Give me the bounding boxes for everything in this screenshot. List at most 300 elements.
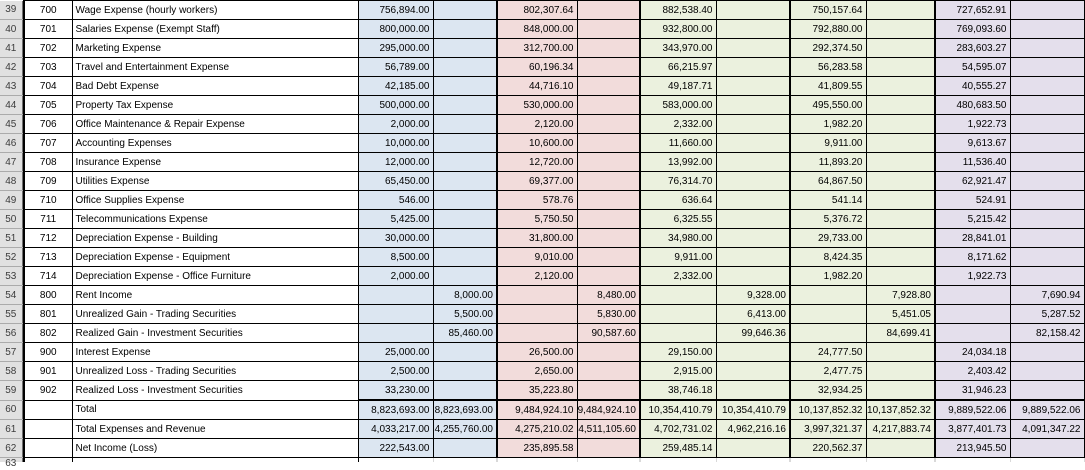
cell-purple-debit[interactable]: 3,877,401.73 (935, 420, 1010, 439)
cell-green-b-credit[interactable] (866, 134, 935, 153)
cell-green-b-debit[interactable]: 32,934.25 (790, 381, 866, 401)
cell-purple-credit[interactable] (1010, 20, 1084, 39)
cell-green-b-debit[interactable]: 11,893.20 (790, 153, 866, 172)
account-label-cell[interactable]: Rent Income (72, 286, 358, 305)
cell-green-a-debit[interactable]: 932,800.00 (640, 20, 716, 39)
cell-purple-credit[interactable] (1010, 96, 1084, 115)
cell-green-a-credit[interactable] (716, 1, 790, 20)
cell-pink-debit[interactable]: 44,716.10 (497, 77, 577, 96)
account-label-cell[interactable]: Realized Loss - Investment Securities (72, 381, 358, 401)
cell-purple-debit[interactable]: 213,945.50 (935, 439, 1010, 458)
cell-blue-credit[interactable] (433, 343, 497, 362)
cell-pink-debit[interactable]: 2,120.00 (497, 115, 577, 134)
cell-green-a-credit[interactable] (716, 20, 790, 39)
account-code-cell[interactable]: 900 (24, 343, 72, 362)
cell-green-b-credit[interactable] (866, 96, 935, 115)
cell-purple-credit[interactable] (1010, 229, 1084, 248)
cell-purple-credit[interactable] (1010, 267, 1084, 286)
cell-green-b-credit[interactable] (866, 115, 935, 134)
row-header[interactable]: 54 (0, 286, 22, 305)
account-code-cell[interactable]: 702 (24, 39, 72, 58)
cell-pink-credit[interactable] (577, 210, 640, 229)
cell-blue-credit[interactable] (433, 248, 497, 267)
cell-green-b-credit[interactable] (866, 248, 935, 267)
cell-green-a-debit[interactable]: 9,911.00 (640, 248, 716, 267)
account-label-cell[interactable]: Unrealized Loss - Trading Securities (72, 362, 358, 381)
account-code-cell[interactable]: 713 (24, 248, 72, 267)
account-code-cell[interactable] (24, 400, 72, 420)
cell-blue-debit[interactable]: 546.00 (358, 191, 433, 210)
account-label-cell[interactable]: Depreciation Expense - Equipment (72, 248, 358, 267)
cell-green-a-credit[interactable] (716, 439, 790, 458)
cell-purple-debit[interactable] (935, 324, 1010, 343)
cell-blue-credit[interactable] (433, 20, 497, 39)
cell-purple-credit[interactable]: 9,889,522.06 (1010, 400, 1084, 420)
cell-pink-debit[interactable]: 2,120.00 (497, 267, 577, 286)
cell-purple-credit[interactable] (1010, 172, 1084, 191)
cell-green-a-credit[interactable] (716, 458, 790, 463)
cell-pink-credit[interactable]: 5,830.00 (577, 305, 640, 324)
cell-green-a-debit[interactable] (640, 286, 716, 305)
cell-pink-credit[interactable]: 90,587.60 (577, 324, 640, 343)
cell-green-a-credit[interactable] (716, 248, 790, 267)
cell-green-b-credit[interactable] (866, 210, 935, 229)
cell-purple-debit[interactable]: 8,171.62 (935, 248, 1010, 267)
cell-green-b-debit[interactable]: 292,374.50 (790, 39, 866, 58)
cell-green-b-debit[interactable]: 3,997,321.37 (790, 420, 866, 439)
cell-purple-debit[interactable]: 1,922.73 (935, 267, 1010, 286)
cell-green-a-credit[interactable] (716, 115, 790, 134)
account-code-cell[interactable] (24, 458, 72, 463)
cell-pink-debit[interactable]: 5,750.50 (497, 210, 577, 229)
cell-pink-credit[interactable] (577, 362, 640, 381)
cell-blue-debit[interactable]: 2,500.00 (358, 362, 433, 381)
account-code-cell[interactable]: 701 (24, 20, 72, 39)
cell-pink-credit[interactable] (577, 58, 640, 77)
cell-green-b-debit[interactable]: 8,424.35 (790, 248, 866, 267)
cell-green-a-credit[interactable]: 6,413.00 (716, 305, 790, 324)
cell-purple-debit[interactable]: 9,613.67 (935, 134, 1010, 153)
cell-pink-credit[interactable] (577, 172, 640, 191)
row-header[interactable]: 51 (0, 229, 22, 248)
account-code-cell[interactable]: 800 (24, 286, 72, 305)
cell-pink-debit[interactable]: 235,895.58 (497, 439, 577, 458)
account-code-cell[interactable]: 714 (24, 267, 72, 286)
cell-purple-debit[interactable]: 727,652.91 (935, 1, 1010, 20)
cell-blue-debit[interactable] (358, 286, 433, 305)
cell-green-b-credit[interactable] (866, 77, 935, 96)
cell-blue-debit[interactable]: 10,000.00 (358, 134, 433, 153)
cell-purple-debit[interactable]: 11,536.40 (935, 153, 1010, 172)
cell-green-b-credit[interactable] (866, 267, 935, 286)
row-header[interactable]: 53 (0, 267, 22, 286)
row-header[interactable]: 42 (0, 58, 22, 77)
row-header[interactable]: 55 (0, 305, 22, 324)
cell-pink-debit[interactable]: 578.76 (497, 191, 577, 210)
cell-green-a-debit[interactable]: 10,354,410.79 (640, 400, 716, 420)
cell-green-a-credit[interactable] (716, 77, 790, 96)
cell-blue-credit[interactable] (433, 362, 497, 381)
row-header[interactable]: 62 (0, 439, 22, 458)
cell-blue-credit[interactable] (433, 210, 497, 229)
cell-pink-credit[interactable] (577, 96, 640, 115)
account-label-cell[interactable]: Net Income (Loss) (72, 439, 358, 458)
cell-green-a-credit[interactable] (716, 343, 790, 362)
cell-green-b-credit[interactable] (866, 381, 935, 401)
cell-purple-debit[interactable]: 40,555.27 (935, 77, 1010, 96)
cell-green-a-debit[interactable]: 2,332.00 (640, 115, 716, 134)
cell-blue-debit[interactable]: 8,823,693.00 (358, 400, 433, 420)
cell-pink-debit[interactable]: 35,223.80 (497, 381, 577, 401)
row-header[interactable]: 58 (0, 362, 22, 381)
cell-purple-debit[interactable]: 524.91 (935, 191, 1010, 210)
cell-blue-debit[interactable]: 56,789.00 (358, 58, 433, 77)
cell-purple-debit[interactable] (935, 305, 1010, 324)
cell-purple-credit[interactable] (1010, 248, 1084, 267)
account-label-cell[interactable]: Depreciation Expense - Office Furniture (72, 267, 358, 286)
cell-green-b-debit[interactable]: 750,157.64 (790, 1, 866, 20)
cell-green-b-debit[interactable] (790, 324, 866, 343)
cell-blue-debit[interactable]: 2,000.00 (358, 115, 433, 134)
cell-green-b-credit[interactable] (866, 39, 935, 58)
cell-pink-credit[interactable] (577, 191, 640, 210)
cell-blue-debit[interactable]: 8,500.00 (358, 248, 433, 267)
account-code-cell[interactable]: 711 (24, 210, 72, 229)
cell-pink-credit[interactable] (577, 439, 640, 458)
cell-green-a-credit[interactable] (716, 96, 790, 115)
row-header[interactable]: 50 (0, 210, 22, 229)
row-header[interactable]: 41 (0, 39, 22, 58)
account-code-cell[interactable]: 703 (24, 58, 72, 77)
row-header[interactable]: 39 (0, 1, 22, 20)
row-header[interactable]: 43 (0, 77, 22, 96)
cell-purple-credit[interactable] (1010, 115, 1084, 134)
account-label-cell[interactable]: Office Maintenance & Repair Expense (72, 115, 358, 134)
cell-purple-debit[interactable]: 54,595.07 (935, 58, 1010, 77)
cell-green-b-credit[interactable]: 5,451.05 (866, 305, 935, 324)
cell-pink-credit[interactable] (577, 248, 640, 267)
row-header[interactable]: 59 (0, 381, 22, 401)
cell-purple-debit[interactable]: 24,034.18 (935, 343, 1010, 362)
cell-purple-credit[interactable] (1010, 77, 1084, 96)
row-header[interactable]: 48 (0, 172, 22, 191)
cell-green-a-debit[interactable]: 13,992.00 (640, 153, 716, 172)
cell-pink-credit[interactable] (577, 134, 640, 153)
cell-green-b-debit[interactable]: 56,283.58 (790, 58, 866, 77)
cell-pink-credit[interactable] (577, 229, 640, 248)
cell-green-b-debit[interactable]: 9,911.00 (790, 134, 866, 153)
cell-purple-credit[interactable] (1010, 39, 1084, 58)
account-code-cell[interactable]: 708 (24, 153, 72, 172)
cell-pink-credit[interactable] (577, 20, 640, 39)
cell-purple-debit[interactable]: 31,946.23 (935, 381, 1010, 401)
cell-pink-debit[interactable]: 4,275,210.02 (497, 420, 577, 439)
cell-green-a-debit[interactable]: 6,325.55 (640, 210, 716, 229)
cell-pink-debit[interactable]: 802,307.64 (497, 1, 577, 20)
account-label-cell[interactable]: Unrealized Gain - Trading Securities (72, 305, 358, 324)
account-label-cell[interactable]: Office Supplies Expense (72, 191, 358, 210)
account-label-cell[interactable]: Wage Expense (hourly workers) (72, 1, 358, 20)
cell-green-a-debit[interactable]: 2,915.00 (640, 362, 716, 381)
cell-purple-debit[interactable]: 769,093.60 (935, 20, 1010, 39)
cell-green-a-debit[interactable]: 34,980.00 (640, 229, 716, 248)
row-header[interactable]: 56 (0, 324, 22, 343)
cell-green-b-debit[interactable]: 495,550.00 (790, 96, 866, 115)
cell-green-a-debit[interactable]: 76,314.70 (640, 172, 716, 191)
account-code-cell[interactable]: 709 (24, 172, 72, 191)
cell-green-a-credit[interactable] (716, 362, 790, 381)
cell-green-a-credit[interactable] (716, 267, 790, 286)
cell-blue-credit[interactable]: 85,460.00 (433, 324, 497, 343)
cell-green-a-credit[interactable] (716, 134, 790, 153)
cell-blue-debit[interactable]: 65,450.00 (358, 172, 433, 191)
cell-green-b-debit[interactable] (790, 286, 866, 305)
cell-pink-debit[interactable]: 60,196.34 (497, 58, 577, 77)
cell-green-b-credit[interactable]: 4,217,883.74 (866, 420, 935, 439)
cell-blue-debit[interactable]: 2,000.00 (358, 267, 433, 286)
cell-purple-debit[interactable]: 480,683.50 (935, 96, 1010, 115)
cell-green-b-credit[interactable] (866, 229, 935, 248)
cell-pink-debit[interactable]: 31,800.00 (497, 229, 577, 248)
cell-blue-debit[interactable]: 5,425.00 (358, 210, 433, 229)
account-label-cell[interactable]: Total Expenses and Revenue (72, 420, 358, 439)
cell-green-b-debit[interactable]: 220,562.37 (790, 439, 866, 458)
cell-pink-debit[interactable]: 848,000.00 (497, 20, 577, 39)
account-label-cell[interactable] (72, 458, 358, 463)
cell-green-a-debit[interactable]: 29,150.00 (640, 343, 716, 362)
cell-green-b-credit[interactable] (866, 153, 935, 172)
account-code-cell[interactable]: 706 (24, 115, 72, 134)
cell-green-b-debit[interactable]: 24,777.50 (790, 343, 866, 362)
account-code-cell[interactable]: 704 (24, 77, 72, 96)
cell-pink-credit[interactable]: 9,484,924.10 (577, 400, 640, 420)
account-code-cell[interactable]: 902 (24, 381, 72, 401)
cell-purple-credit[interactable]: 4,091,347.22 (1010, 420, 1084, 439)
cell-green-b-credit[interactable] (866, 20, 935, 39)
cell-green-a-debit[interactable]: 2,332.00 (640, 267, 716, 286)
account-code-cell[interactable]: 710 (24, 191, 72, 210)
cell-blue-credit[interactable] (433, 267, 497, 286)
cell-green-b-debit[interactable]: 64,867.50 (790, 172, 866, 191)
cell-blue-credit[interactable]: 4,255,760.00 (433, 420, 497, 439)
cell-pink-debit[interactable] (497, 458, 577, 463)
cell-blue-credit[interactable] (433, 458, 497, 463)
cell-purple-debit[interactable]: 1,922.73 (935, 115, 1010, 134)
row-header[interactable]: 46 (0, 134, 22, 153)
row-header[interactable]: 40 (0, 20, 22, 39)
cell-green-b-credit[interactable] (866, 458, 935, 463)
row-header[interactable]: 49 (0, 191, 22, 210)
cell-pink-debit[interactable]: 12,720.00 (497, 153, 577, 172)
cell-pink-debit[interactable] (497, 286, 577, 305)
row-header[interactable]: 61 (0, 420, 22, 439)
cell-blue-credit[interactable] (433, 439, 497, 458)
cell-purple-credit[interactable]: 7,690.94 (1010, 286, 1084, 305)
account-label-cell[interactable]: Telecommunications Expense (72, 210, 358, 229)
cell-blue-credit[interactable] (433, 39, 497, 58)
cell-pink-debit[interactable]: 2,650.00 (497, 362, 577, 381)
cell-green-b-debit[interactable]: 2,477.75 (790, 362, 866, 381)
account-code-cell[interactable]: 707 (24, 134, 72, 153)
cell-purple-credit[interactable] (1010, 381, 1084, 401)
account-label-cell[interactable]: Utilities Expense (72, 172, 358, 191)
row-header[interactable]: 52 (0, 248, 22, 267)
cell-pink-credit[interactable] (577, 77, 640, 96)
cell-green-a-debit[interactable]: 636.64 (640, 191, 716, 210)
cell-green-b-credit[interactable] (866, 362, 935, 381)
cell-pink-credit[interactable] (577, 39, 640, 58)
cell-purple-debit[interactable]: 5,215.42 (935, 210, 1010, 229)
cell-blue-credit[interactable] (433, 381, 497, 401)
cell-blue-credit[interactable] (433, 134, 497, 153)
cell-green-a-credit[interactable] (716, 172, 790, 191)
cell-purple-debit[interactable]: 9,889,522.06 (935, 400, 1010, 420)
cell-green-a-credit[interactable] (716, 153, 790, 172)
cell-pink-credit[interactable] (577, 458, 640, 463)
account-label-cell[interactable]: Property Tax Expense (72, 96, 358, 115)
cell-green-b-credit[interactable]: 10,137,852.32 (866, 400, 935, 420)
cell-purple-credit[interactable]: 5,287.52 (1010, 305, 1084, 324)
cell-green-b-debit[interactable]: 792,880.00 (790, 20, 866, 39)
cell-blue-credit[interactable] (433, 77, 497, 96)
cell-green-b-credit[interactable] (866, 58, 935, 77)
cell-blue-debit[interactable] (358, 324, 433, 343)
account-code-cell[interactable] (24, 439, 72, 458)
cell-purple-credit[interactable] (1010, 58, 1084, 77)
cell-green-b-credit[interactable]: 84,699.41 (866, 324, 935, 343)
cell-green-a-credit[interactable] (716, 210, 790, 229)
cell-blue-debit[interactable] (358, 305, 433, 324)
cell-green-b-debit[interactable]: 1,982.20 (790, 115, 866, 134)
cell-purple-credit[interactable] (1010, 439, 1084, 458)
cell-pink-debit[interactable] (497, 324, 577, 343)
account-code-cell[interactable]: 801 (24, 305, 72, 324)
cell-green-a-credit[interactable] (716, 39, 790, 58)
cell-purple-credit[interactable] (1010, 362, 1084, 381)
row-header[interactable]: 47 (0, 153, 22, 172)
cell-blue-debit[interactable]: 295,000.00 (358, 39, 433, 58)
cell-green-a-debit[interactable]: 38,746.18 (640, 381, 716, 401)
account-code-cell[interactable]: 901 (24, 362, 72, 381)
cell-blue-credit[interactable]: 5,500.00 (433, 305, 497, 324)
account-label-cell[interactable]: Insurance Expense (72, 153, 358, 172)
account-label-cell[interactable]: Bad Debt Expense (72, 77, 358, 96)
cell-green-b-debit[interactable]: 29,733.00 (790, 229, 866, 248)
cell-blue-credit[interactable] (433, 172, 497, 191)
account-label-cell[interactable]: Travel and Entertainment Expense (72, 58, 358, 77)
cell-blue-credit[interactable] (433, 1, 497, 20)
cell-pink-credit[interactable]: 4,511,105.60 (577, 420, 640, 439)
account-code-cell[interactable]: 700 (24, 1, 72, 20)
cell-green-b-debit[interactable] (790, 458, 866, 463)
cell-purple-debit[interactable] (935, 458, 1010, 463)
cell-green-b-credit[interactable] (866, 343, 935, 362)
cell-pink-debit[interactable]: 9,010.00 (497, 248, 577, 267)
account-label-cell[interactable]: Interest Expense (72, 343, 358, 362)
cell-green-a-credit[interactable] (716, 229, 790, 248)
cell-blue-credit[interactable] (433, 153, 497, 172)
cell-green-a-debit[interactable]: 882,538.40 (640, 1, 716, 20)
cell-blue-debit[interactable]: 12,000.00 (358, 153, 433, 172)
cell-blue-credit[interactable]: 8,823,693.00 (433, 400, 497, 420)
cell-green-a-credit[interactable]: 99,646.36 (716, 324, 790, 343)
cell-purple-credit[interactable]: 82,158.42 (1010, 324, 1084, 343)
cell-green-a-debit[interactable]: 11,660.00 (640, 134, 716, 153)
cell-green-a-debit[interactable]: 4,702,731.02 (640, 420, 716, 439)
cell-purple-credit[interactable] (1010, 153, 1084, 172)
cell-green-b-debit[interactable] (790, 305, 866, 324)
cell-green-a-credit[interactable] (716, 58, 790, 77)
account-code-cell[interactable]: 712 (24, 229, 72, 248)
account-code-cell[interactable]: 705 (24, 96, 72, 115)
cell-pink-credit[interactable]: 8,480.00 (577, 286, 640, 305)
cell-pink-credit[interactable] (577, 381, 640, 401)
cell-green-a-debit[interactable]: 49,187.71 (640, 77, 716, 96)
cell-green-a-credit[interactable] (716, 381, 790, 401)
account-label-cell[interactable]: Accounting Expenses (72, 134, 358, 153)
cell-blue-debit[interactable]: 33,230.00 (358, 381, 433, 401)
row-header[interactable] (0, 458, 22, 469)
cell-blue-debit[interactable]: 800,000.00 (358, 20, 433, 39)
cell-blue-credit[interactable]: 8,000.00 (433, 286, 497, 305)
cell-green-a-credit[interactable] (716, 191, 790, 210)
cell-blue-debit[interactable]: 42,185.00 (358, 77, 433, 96)
cell-purple-credit[interactable] (1010, 1, 1084, 20)
cell-pink-credit[interactable] (577, 153, 640, 172)
cell-blue-debit[interactable]: 222,543.00 (358, 439, 433, 458)
cell-blue-debit[interactable]: 500,000.00 (358, 96, 433, 115)
cell-green-b-debit[interactable]: 10,137,852.32 (790, 400, 866, 420)
cell-green-a-debit[interactable] (640, 458, 716, 463)
cell-blue-credit[interactable] (433, 191, 497, 210)
cell-pink-credit[interactable] (577, 115, 640, 134)
cell-green-a-credit[interactable]: 4,962,216.16 (716, 420, 790, 439)
account-label-cell[interactable]: Marketing Expense (72, 39, 358, 58)
cell-pink-debit[interactable]: 69,377.00 (497, 172, 577, 191)
cell-green-a-credit[interactable]: 9,328.00 (716, 286, 790, 305)
cell-purple-credit[interactable] (1010, 210, 1084, 229)
cell-green-b-credit[interactable]: 7,928.80 (866, 286, 935, 305)
cell-green-b-credit[interactable] (866, 1, 935, 20)
cell-blue-debit[interactable]: 756,894.00 (358, 1, 433, 20)
account-label-cell[interactable]: Depreciation Expense - Building (72, 229, 358, 248)
cell-blue-credit[interactable] (433, 58, 497, 77)
cell-pink-credit[interactable] (577, 1, 640, 20)
cell-purple-credit[interactable] (1010, 191, 1084, 210)
cell-purple-credit[interactable] (1010, 343, 1084, 362)
account-label-cell[interactable]: Salaries Expense (Exempt Staff) (72, 20, 358, 39)
cell-blue-debit[interactable] (358, 458, 433, 463)
cell-green-a-debit[interactable] (640, 305, 716, 324)
account-code-cell[interactable] (24, 420, 72, 439)
cell-pink-debit[interactable]: 312,700.00 (497, 39, 577, 58)
cell-pink-credit[interactable] (577, 267, 640, 286)
cell-purple-credit[interactable] (1010, 458, 1084, 463)
cell-green-b-debit[interactable]: 41,809.55 (790, 77, 866, 96)
cell-green-b-debit[interactable]: 541.14 (790, 191, 866, 210)
cell-green-a-debit[interactable]: 343,970.00 (640, 39, 716, 58)
cell-purple-debit[interactable]: 283,603.27 (935, 39, 1010, 58)
row-header[interactable]: 45 (0, 115, 22, 134)
cell-blue-credit[interactable] (433, 115, 497, 134)
cell-purple-debit[interactable]: 2,403.42 (935, 362, 1010, 381)
cell-green-b-debit[interactable]: 1,982.20 (790, 267, 866, 286)
cell-pink-debit[interactable]: 10,600.00 (497, 134, 577, 153)
cell-purple-debit[interactable]: 62,921.47 (935, 172, 1010, 191)
row-header[interactable]: 44 (0, 96, 22, 115)
cell-purple-credit[interactable] (1010, 134, 1084, 153)
cell-green-b-credit[interactable] (866, 172, 935, 191)
